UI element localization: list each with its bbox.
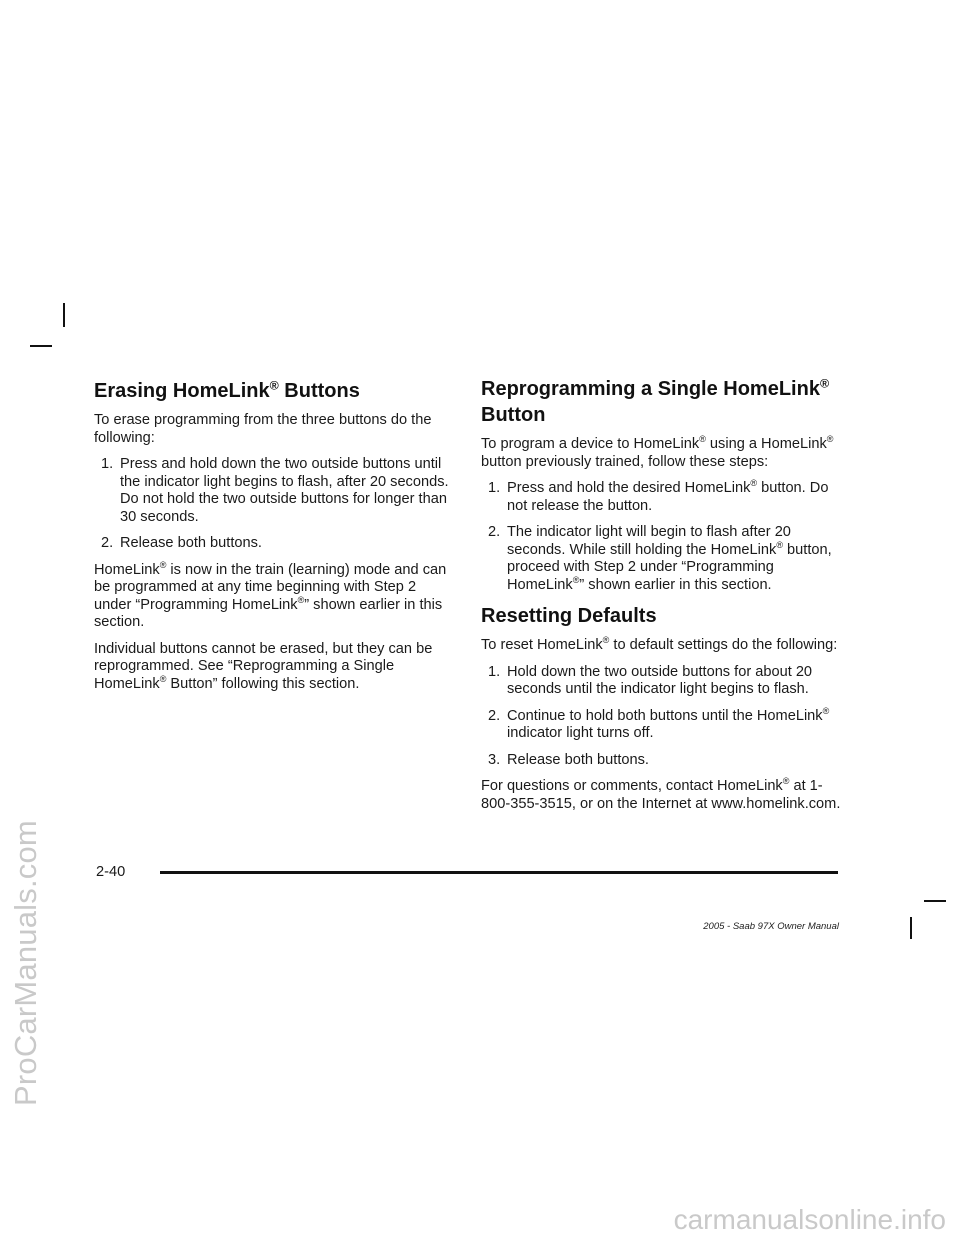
reprogram-intro: To program a device to HomeLink® using a HomeLink® button previously trained, follow these steps: (481, 434, 834, 470)
list-item: 2. Release both buttons. (101, 535, 262, 551)
crop-mark-vertical-top (63, 303, 65, 327)
side-watermark: ProCarManuals.com (8, 820, 43, 1106)
erase-intro: To erase programming from the three buttons do the following: (94, 412, 432, 446)
reset-steps (481, 664, 841, 770)
crop-mark-horizontal-top (30, 345, 52, 347)
crop-mark-vertical-bottom (910, 917, 912, 939)
reprogram-steps (481, 480, 841, 594)
heading-reprogramming-single-homelink: Reprogramming a Single HomeLink® Button (481, 376, 830, 426)
contact-paragraph: For questions or comments, contact HomeLink® at 1-800-355-3515, or on the Internet at www.homelink.com. (481, 776, 841, 812)
list-item: 1. Press and hold down the two outside buttons until the indicator light begins to flash, after 20 seconds. Do not hold the two outside buttons for longer than 30 seconds. (101, 456, 449, 525)
reset-intro: To reset HomeLink® to default settings do the following: (481, 635, 838, 653)
list-item: 2. Continue to hold both buttons until the HomeLink® indicator light turns off. (488, 705, 830, 741)
bottom-watermark: carmanualsonline.info (673, 1204, 946, 1235)
page-number: 2-40 (96, 864, 126, 880)
footer-rule (160, 871, 838, 874)
reprogram-note-paragraph: Individual buttons cannot be erased, but they can be reprogrammed. See “Reprogramming a Single HomeLink® Button” following this section. (94, 640, 433, 692)
right-column (481, 376, 841, 822)
train-mode-paragraph: HomeLink® is now in the train (learning) mode and can be programmed at any time beginning with Step 2 under “Programming HomeLink®” shown earlier in this section. (94, 559, 447, 630)
left-column (94, 378, 450, 702)
list-item: 3. Release both buttons. (488, 751, 649, 768)
list-item: 1. Press and hold the desired HomeLink® button. Do not release the button. (488, 478, 829, 514)
list-item: 1. Hold down the two outside buttons for about 20 seconds until the indicator light begins to flash. (488, 663, 813, 697)
erase-steps (94, 456, 450, 553)
crop-mark-horizontal-bottom (924, 900, 946, 902)
list-item: 2. The indicator light will begin to flash after 20 seconds. While still holding the HomeLink® button, proceed with Step 2 under “Programming HomeLink®” shown earlier in this section. (488, 524, 832, 593)
heading-erasing-homelink: Erasing HomeLink® Buttons (94, 378, 360, 402)
heading-resetting-defaults: Resetting Defaults (481, 605, 657, 627)
manual-title: 2005 - Saab 97X Owner Manual (703, 921, 839, 932)
